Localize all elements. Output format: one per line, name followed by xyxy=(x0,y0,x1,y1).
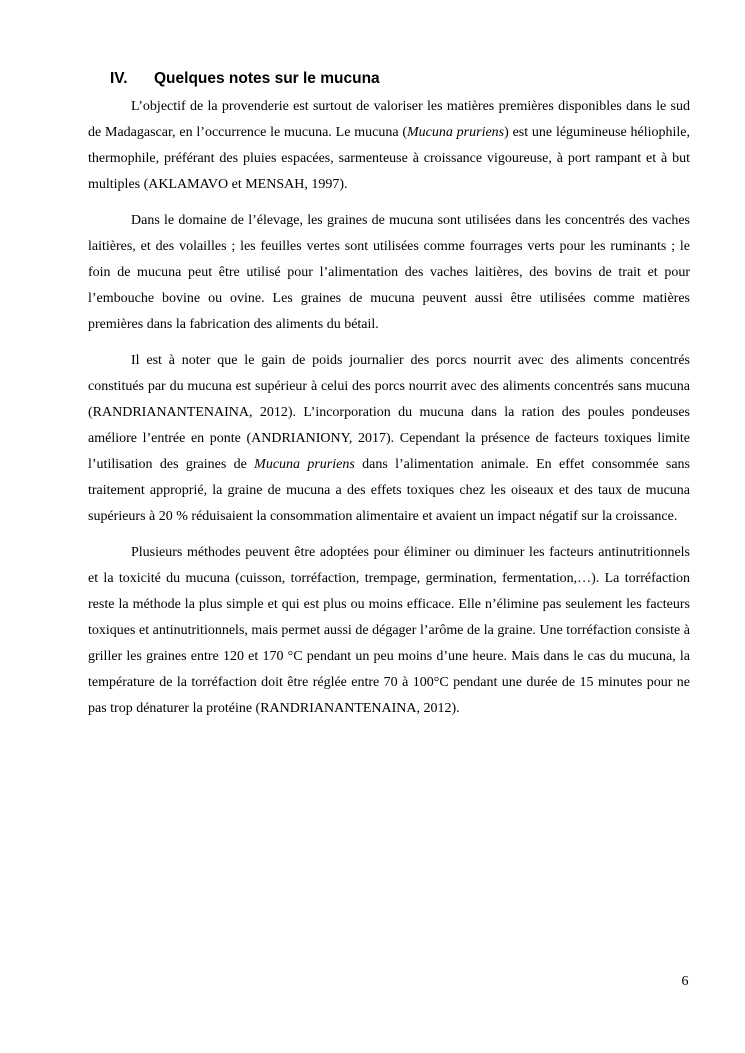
paragraph-livestock-uses: Dans le domaine de l’élevage, les graines de mucuna sont utilisées dans les concentrés des vaches laitières, et des volailles ; les feuilles vertes sont utilisées comme fourrages verts pour les ruminants ; le foin de mucuna peut être utilisé pour l’alimentation des vaches laitières, des bovins de trait et pour l’embouche bovine ou ovine. Les graines de mucuna peuvent aussi être utilisées comme matières premières dans la fabrication des aliments du bétail. xyxy=(88,213,690,332)
document-page xyxy=(88,68,690,732)
section-heading xyxy=(110,68,690,90)
paragraph-text: dans l’alimentation animale. En effet consommée sans traitement approprié, la graine de mucuna a des effets toxiques chez les oiseaux et des taux de mucuna supérieurs à 20 % réduisaient la consommation alimentaire et avaient un impact négatif sur la croissance. xyxy=(88,457,690,524)
paragraph-text: ) est une légumineuse héliophile, thermophile, préférant des pluies espacées, sarmenteuse à croissance vigoureuse, à port rampant et à but multiples (AKLAMAVO et MENSAH, 1997). xyxy=(88,125,690,192)
paragraph-text: L’objectif de la provenderie est surtout de valoriser les matières premières disponibles dans le sud de Madagascar, en l’occurrence le mucuna. Le mucuna ( xyxy=(88,99,690,140)
paragraph-text: Il est à noter que le gain de poids journalier des porcs nourrit avec des aliments concentrés constitués par du mucuna est supérieur à celui des porcs nourrit avec des aliments concentrés sans mucuna (RANDRIANANTENAINA, 2012). L’incorporation du mucuna dans la ration des poules pondeuses améliore l’entrée en ponte (ANDRIANIONY, 2017). Cependant la présence de facteurs toxiques limite l’utilisation des graines de xyxy=(88,353,690,472)
section-number: IV. xyxy=(110,70,128,87)
species-name-italic: Mucuna pruriens xyxy=(407,125,505,140)
section-title: Quelques notes sur le mucuna xyxy=(154,70,380,87)
paragraph-mucuna-description xyxy=(88,94,690,198)
paragraph-treatment-methods: Plusieurs méthodes peuvent être adoptées pour éliminer ou diminuer les facteurs antinutritionnels et la toxicité du mucuna (cuisson, torréfaction, trempage, germination, fermentation,…). La torréfaction reste la méthode la plus simple et qui est plus ou moins efficace. Elle n’élimine pas seulement les facteurs toxiques et antinutritionnels, mais permet aussi de dégager l’arôme de la graine. Une torréfaction consiste à griller les graines entre 120 et 170 °C pendant un peu moins d’une heure. Mais dans le cas du mucuna, la température de la torréfaction doit être réglée entre 70 à 100°C pendant une durée de 15 minutes pour ne pas trop dénaturer la protéine (RANDRIANANTENAINA, 2012). xyxy=(88,545,690,716)
paragraph-toxicity xyxy=(88,348,690,530)
species-name-italic: Mucuna pruriens xyxy=(254,457,355,472)
page-number: 6 xyxy=(681,974,689,989)
